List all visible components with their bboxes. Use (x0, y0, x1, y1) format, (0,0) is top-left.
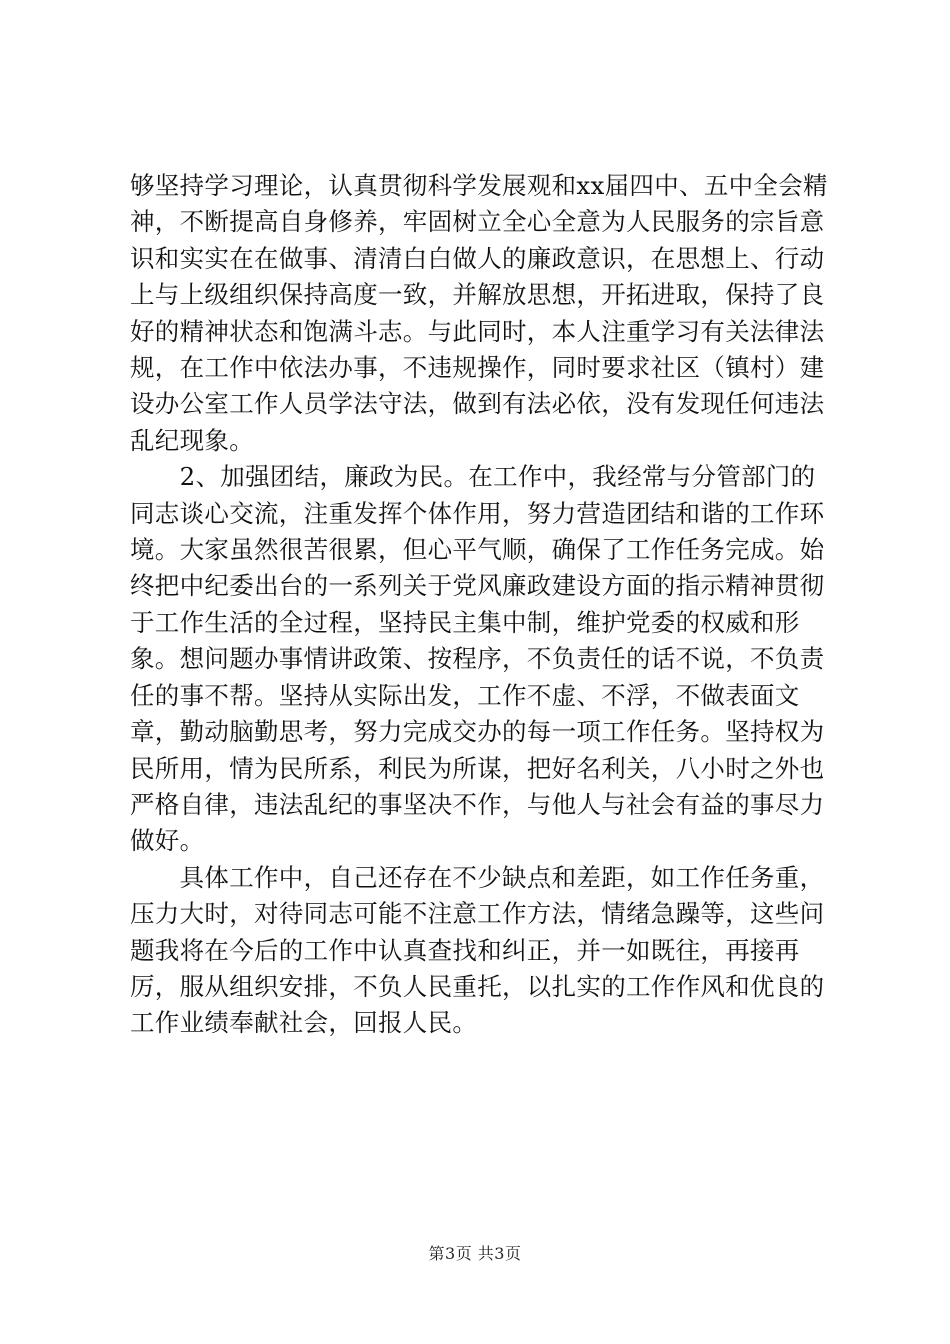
document-body (130, 168, 830, 1042)
page-number-footer: 第3页 共3页 (428, 1244, 522, 1263)
paragraph-3: 具体工作中，自己还存在不少缺点和差距，如工作任务重，压力大时，对待同志可能不注意工作方法，情绪急躁等，这些问题我将在今后的工作中认真查找和纠正，并一如既往，再接再厉，服从组织安排，不负人民重托，以扎实的工作作风和优良的工作业绩奉献社会，回报人民。 (130, 862, 825, 1038)
paragraph-1: 够坚持学习理论，认真贯彻科学发展观和xx届四中、五中全会精神，不断提高自身修养，牢固树立全心全意为人民服务的宗旨意识和实实在在做事、清清白白做人的廉政意识，在思想上、行动上与上级组织保持高度一致，并解放思想，开拓进取，保持了良好的精神状态和饱满斗志。与此同时，本人注重学习有关法律法规，在工作中依法办事，不违规操作，同时要求社区（镇村）建设办公室工作人员学法守法，做到有法必依，没有发现任何违法乱纪现象。 (130, 171, 828, 455)
paragraph-2: 2、加强团结，廉政为民。在工作中，我经常与分管部门的同志谈心交流，注重发挥个体作用，努力营造团结和谐的工作环境。大家虽然很苦很累，但心平气顺，确保了工作任务完成。始终把中纪委出台的一系列关于党风廉政建设方面的指示精神贯彻于工作生活的全过程，坚持民主集中制，维护党委的权威和形象。想问题办事情讲政策、按程序，不负责任的话不说，不负责任的事不帮。坚持从实际出发，工作不虚、不浮，不做表面文章，勤动脑勤思考，努力完成交办的每一项工作任务。坚持权为民所用，情为民所系，利民为所谋，把好名利关，八小时之外也严格自律，违法乱纪的事坚决不作，与他人与社会有益的事尽力做好。 (130, 462, 825, 856)
